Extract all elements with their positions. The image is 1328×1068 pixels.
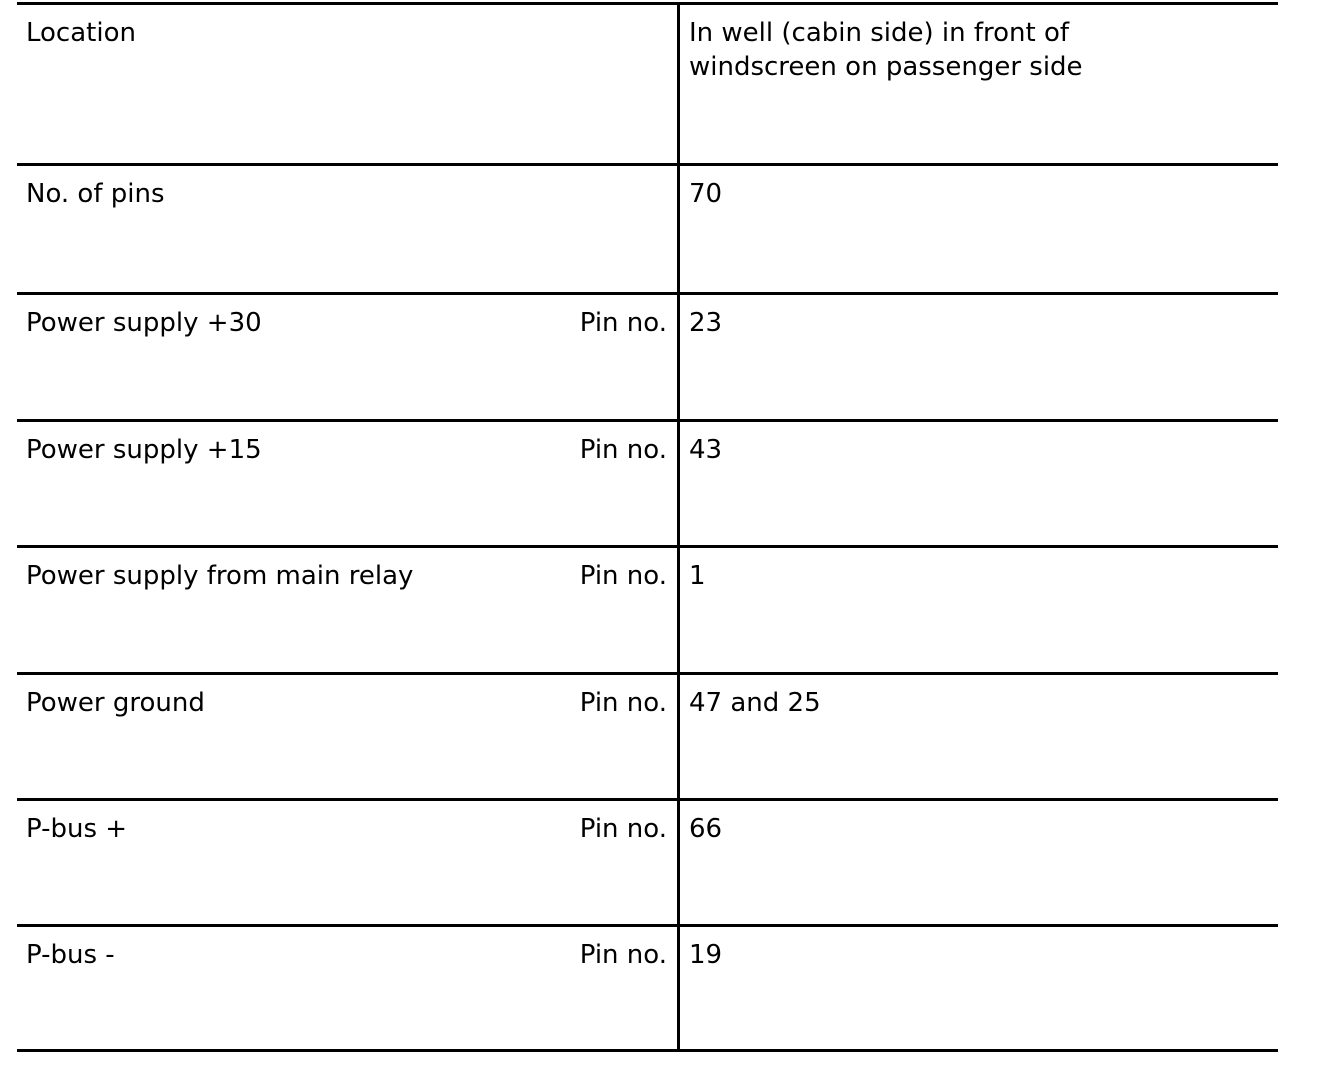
pin-no-label: Pin no. <box>579 561 667 591</box>
label-cell <box>17 801 680 924</box>
row-label: No. of pins <box>26 179 165 209</box>
label-cell <box>17 166 680 292</box>
row-value: 23 <box>689 308 723 338</box>
row-value: 47 and 25 <box>689 688 821 718</box>
row-label: P-bus - <box>26 940 115 970</box>
row-label: Power supply +30 <box>26 308 262 338</box>
table-row-location <box>17 2 1278 163</box>
row-label: Power ground <box>26 688 205 718</box>
pin-no-label: Pin no. <box>579 814 667 844</box>
label-cell <box>17 675 680 798</box>
pin-assignment-table <box>17 2 1278 1052</box>
table-row-power-ground <box>17 672 1278 798</box>
pin-no-label: Pin no. <box>579 308 667 338</box>
row-label: Power supply +15 <box>26 435 262 465</box>
table-row-pin-count <box>17 163 1278 292</box>
label-cell <box>17 548 680 672</box>
label-cell <box>17 422 680 545</box>
pin-no-label: Pin no. <box>579 688 667 718</box>
label-cell <box>17 5 680 163</box>
table-row-main-relay <box>17 545 1278 672</box>
label-cell <box>17 295 680 419</box>
row-value: 66 <box>689 814 723 844</box>
label-cell <box>17 927 680 1049</box>
pin-no-label: Pin no. <box>579 435 667 465</box>
row-value: In well (cabin side) in front of windscreen on passenger side <box>689 18 1083 82</box>
table-row-p-bus-minus <box>17 924 1278 1052</box>
row-label: Power supply from main relay <box>26 561 414 591</box>
row-label: P-bus + <box>26 814 128 844</box>
row-value: 19 <box>689 940 723 970</box>
table-row-power-supply-15 <box>17 419 1278 545</box>
pin-no-label: Pin no. <box>579 940 667 970</box>
row-value: 1 <box>689 561 706 591</box>
table-row-p-bus-plus <box>17 798 1278 924</box>
row-value: 43 <box>689 435 723 465</box>
row-label: Location <box>26 18 136 48</box>
row-value: 70 <box>689 179 723 209</box>
table-row-power-supply-30 <box>17 292 1278 419</box>
